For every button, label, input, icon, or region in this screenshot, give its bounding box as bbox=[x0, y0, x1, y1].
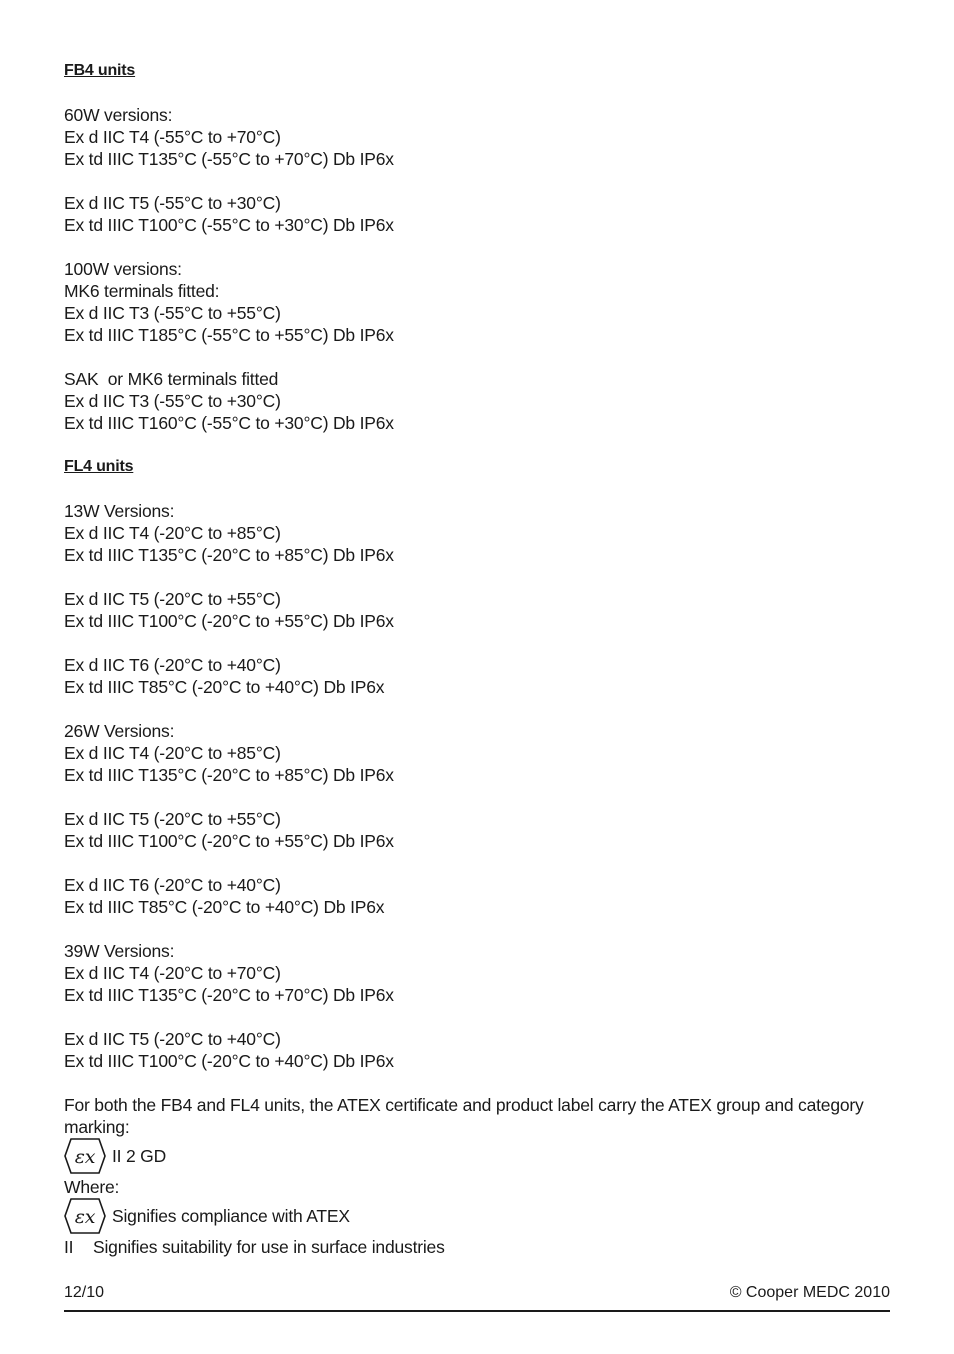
spacer bbox=[64, 786, 890, 808]
group-text: Signifies suitability for use in surface industries bbox=[93, 1237, 445, 1257]
spec-line: Ex d IIC T3 (-55°C to +30°C) bbox=[64, 391, 281, 411]
group-definition bbox=[64, 1234, 890, 1260]
spacer bbox=[64, 82, 890, 104]
spec-line: Ex d IIC T4 (-20°C to +70°C) bbox=[64, 963, 281, 983]
atex-compliance-row bbox=[64, 1198, 890, 1234]
spec-line: 39W Versions: bbox=[64, 941, 175, 961]
atex-marking-row bbox=[64, 1138, 890, 1174]
footer-date: 12/10 bbox=[64, 1284, 105, 1301]
spec-line: Ex td IIIC T135°C (-20°C to +85°C) Db IP6x bbox=[64, 545, 394, 565]
spec-line: Ex td IIIC T100°C (-20°C to +55°C) Db IP6x bbox=[64, 831, 394, 851]
fb4-heading: FB4 units bbox=[64, 62, 136, 79]
spec-line: Ex td IIIC T185°C (-55°C to +55°C) Db IP6x bbox=[64, 325, 394, 345]
spec-line: Ex td IIIC T85°C (-20°C to +40°C) Db IP6x bbox=[64, 897, 385, 917]
footer-copyright: © Cooper MEDC 2010 bbox=[729, 1284, 890, 1301]
spacer bbox=[64, 236, 890, 258]
spec-line: Ex d IIC T4 (-55°C to +70°C) bbox=[64, 127, 281, 147]
spec-line: Ex td IIIC T100°C (-55°C to +30°C) Db IP6x bbox=[64, 215, 394, 235]
spacer bbox=[64, 632, 890, 654]
spacer bbox=[64, 852, 890, 874]
atex-compliance-text: Signifies compliance with ATEX bbox=[112, 1205, 350, 1226]
atex-marking: II 2 GD bbox=[112, 1145, 167, 1166]
spec-line: MK6 terminals fitted: bbox=[64, 281, 220, 301]
ex-symbol-icon bbox=[64, 1138, 106, 1174]
fb4-lines bbox=[64, 104, 890, 434]
spec-line: Ex d IIC T4 (-20°C to +85°C) bbox=[64, 523, 281, 543]
spec-line: Ex d IIC T3 (-55°C to +55°C) bbox=[64, 303, 281, 323]
spec-line: 60W versions: bbox=[64, 105, 173, 125]
spacer bbox=[64, 478, 890, 500]
spec-line: Ex td IIIC T135°C (-55°C to +70°C) Db IP6x bbox=[64, 149, 394, 169]
spec-line: Ex td IIIC T85°C (-20°C to +40°C) Db IP6x bbox=[64, 677, 385, 697]
spacer bbox=[64, 434, 890, 456]
document-body bbox=[64, 60, 890, 1260]
spec-line: SAK or MK6 terminals fitted bbox=[64, 369, 279, 389]
spacer bbox=[64, 698, 890, 720]
where-label: Where: bbox=[64, 1177, 120, 1197]
svg-text:εx: εx bbox=[74, 1146, 96, 1168]
spacer bbox=[64, 1006, 890, 1028]
spacer bbox=[64, 918, 890, 940]
spacer bbox=[64, 1072, 890, 1094]
spec-line: Ex d IIC T4 (-20°C to +85°C) bbox=[64, 743, 281, 763]
spec-line: 26W Versions: bbox=[64, 721, 175, 741]
spec-line: Ex td IIIC T100°C (-20°C to +55°C) Db IP6x bbox=[64, 611, 394, 631]
spacer bbox=[64, 566, 890, 588]
svg-text:εx: εx bbox=[74, 1206, 96, 1228]
spec-line: Ex td IIIC T135°C (-20°C to +70°C) Db IP6x bbox=[64, 985, 394, 1005]
spacer bbox=[64, 346, 890, 368]
fl4-heading: FL4 units bbox=[64, 458, 134, 475]
spec-line: Ex d IIC T6 (-20°C to +40°C) bbox=[64, 875, 281, 895]
spec-line: Ex d IIC T5 (-20°C to +55°C) bbox=[64, 589, 281, 609]
spec-line: Ex d IIC T6 (-20°C to +40°C) bbox=[64, 655, 281, 675]
spec-line: Ex d IIC T5 (-20°C to +55°C) bbox=[64, 809, 281, 829]
spec-line: Ex td IIIC T100°C (-20°C to +40°C) Db IP6x bbox=[64, 1051, 394, 1071]
spec-line: 13W Versions: bbox=[64, 501, 175, 521]
spec-line: 100W versions: bbox=[64, 259, 182, 279]
spec-line: Ex td IIIC T160°C (-55°C to +30°C) Db IP6x bbox=[64, 413, 394, 433]
ex-symbol-icon bbox=[64, 1198, 106, 1234]
page-footer bbox=[64, 1284, 890, 1312]
spec-line: Ex d IIC T5 (-55°C to +30°C) bbox=[64, 193, 281, 213]
spec-line: Ex d IIC T5 (-20°C to +40°C) bbox=[64, 1029, 281, 1049]
group-number: II bbox=[64, 1237, 74, 1257]
spacer bbox=[64, 170, 890, 192]
fl4-lines bbox=[64, 500, 890, 1072]
atex-intro: For both the FB4 and FL4 units, the ATEX certificate and product label carry the ATEX group and category marking: bbox=[64, 1095, 864, 1137]
spec-line: Ex td IIIC T135°C (-20°C to +85°C) Db IP6x bbox=[64, 765, 394, 785]
